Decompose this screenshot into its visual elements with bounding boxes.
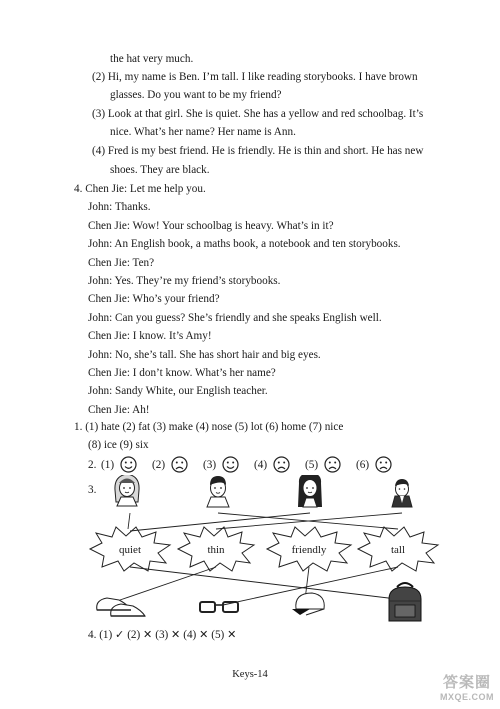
answers2-label: (2) <box>152 459 166 471</box>
shoes-icon <box>97 598 145 616</box>
section3-line: (4) Fred is my best friend. He is friendly. He is thin and short. He has new <box>92 145 424 157</box>
section3-line: glasses. Do you want to be my friend? <box>110 89 282 101</box>
glasses-icon <box>200 602 238 612</box>
watermark-logo <box>440 675 494 705</box>
burst-tall <box>358 527 438 571</box>
dialogue-line: Chen Jie: Ten? <box>88 256 155 269</box>
answers2-label: (6) <box>356 459 370 471</box>
answers3-prefix: 3. <box>88 484 97 496</box>
sad-face-icon <box>273 456 290 473</box>
matching-lines-bottom <box>120 567 405 605</box>
section3-line: the hat very much. <box>110 53 194 65</box>
answers2-label: (5) <box>305 459 319 471</box>
answers1-line: 1. (1) hate (2) fat (3) make (4) nose (5) lot (6) home (7) nice <box>74 421 344 433</box>
dialogue-line: John: Thanks. <box>88 201 151 214</box>
section4-heading: 4. Chen Jie: Let me help you. <box>74 183 206 195</box>
burst-friendly <box>267 527 351 571</box>
matching-diagram <box>0 475 500 625</box>
happy-face-icon <box>222 456 239 473</box>
boy-icon <box>207 476 229 507</box>
dialogue-line: Chen Jie: Ah! <box>88 403 150 416</box>
section3-line: (2) Hi, my name is Ben. I’m tall. I like reading storybooks. I have brown <box>92 71 418 83</box>
section3-line: (3) Look at that girl. She is quiet. She has a yellow and red schoolbag. It’s <box>92 108 424 120</box>
dialogue-line: Chen Jie: I don’t know. What’s her name? <box>88 367 276 379</box>
answers2-label: (1) <box>101 459 115 471</box>
boy-suit-icon <box>392 479 412 507</box>
burst-quiet <box>90 527 170 571</box>
answers2-label: (3) <box>203 459 217 471</box>
dialogue-line: Chen Jie: Who’s your friend? <box>88 293 220 306</box>
dialogue-line: John: Sandy White, our English teacher. <box>88 385 268 398</box>
answers2-prefix: 2. <box>88 459 97 471</box>
girl-icon <box>115 475 139 506</box>
dialogue-line: Chen Jie: Wow! Your schoolbag is heavy. What’s in it? <box>88 219 334 232</box>
watermark-line1: 答案圈 <box>442 674 491 691</box>
burst-thin <box>178 527 254 571</box>
word-thin: thin <box>207 544 225 556</box>
long-hair-girl-icon <box>298 475 322 507</box>
dialogue-line: John: Can you guess? She’s friendly and she speaks English well. <box>88 311 382 324</box>
matching-lines-top <box>128 513 402 531</box>
sad-face-icon <box>171 456 188 473</box>
dialogue-line: John: Yes. They’re my friend’s storybooks. <box>88 275 281 287</box>
section3-line: nice. What’s her name? Her name is Ann. <box>110 126 296 138</box>
page-number: Keys-14 <box>232 669 268 680</box>
sad-face-icon <box>324 456 341 473</box>
answers2-label: (4) <box>254 459 268 471</box>
hat-icon <box>292 593 324 615</box>
word-friendly: friendly <box>291 544 327 556</box>
dialogue-line: John: An English book, a maths book, a notebook and ten storybooks. <box>88 238 401 251</box>
word-quiet: quiet <box>119 544 141 556</box>
dialogue-line: Chen Jie: I know. It’s Amy! <box>88 330 212 343</box>
happy-face-icon <box>120 456 137 473</box>
schoolbag-icon <box>389 583 421 621</box>
dialogue-line: John: No, she’s tall. She has short hair and big eyes. <box>88 348 321 361</box>
watermark-line2: MXQE.COM <box>439 692 494 702</box>
section3-line: shoes. They are black. <box>110 164 210 176</box>
sad-face-icon <box>375 456 392 473</box>
answers1-line: (8) ice (9) six <box>88 439 149 451</box>
answers4-line: 4. (1) ✓ (2) ✕ (3) ✕ (4) ✕ (5) ✕ <box>88 629 237 641</box>
word-tall: tall <box>390 544 406 556</box>
